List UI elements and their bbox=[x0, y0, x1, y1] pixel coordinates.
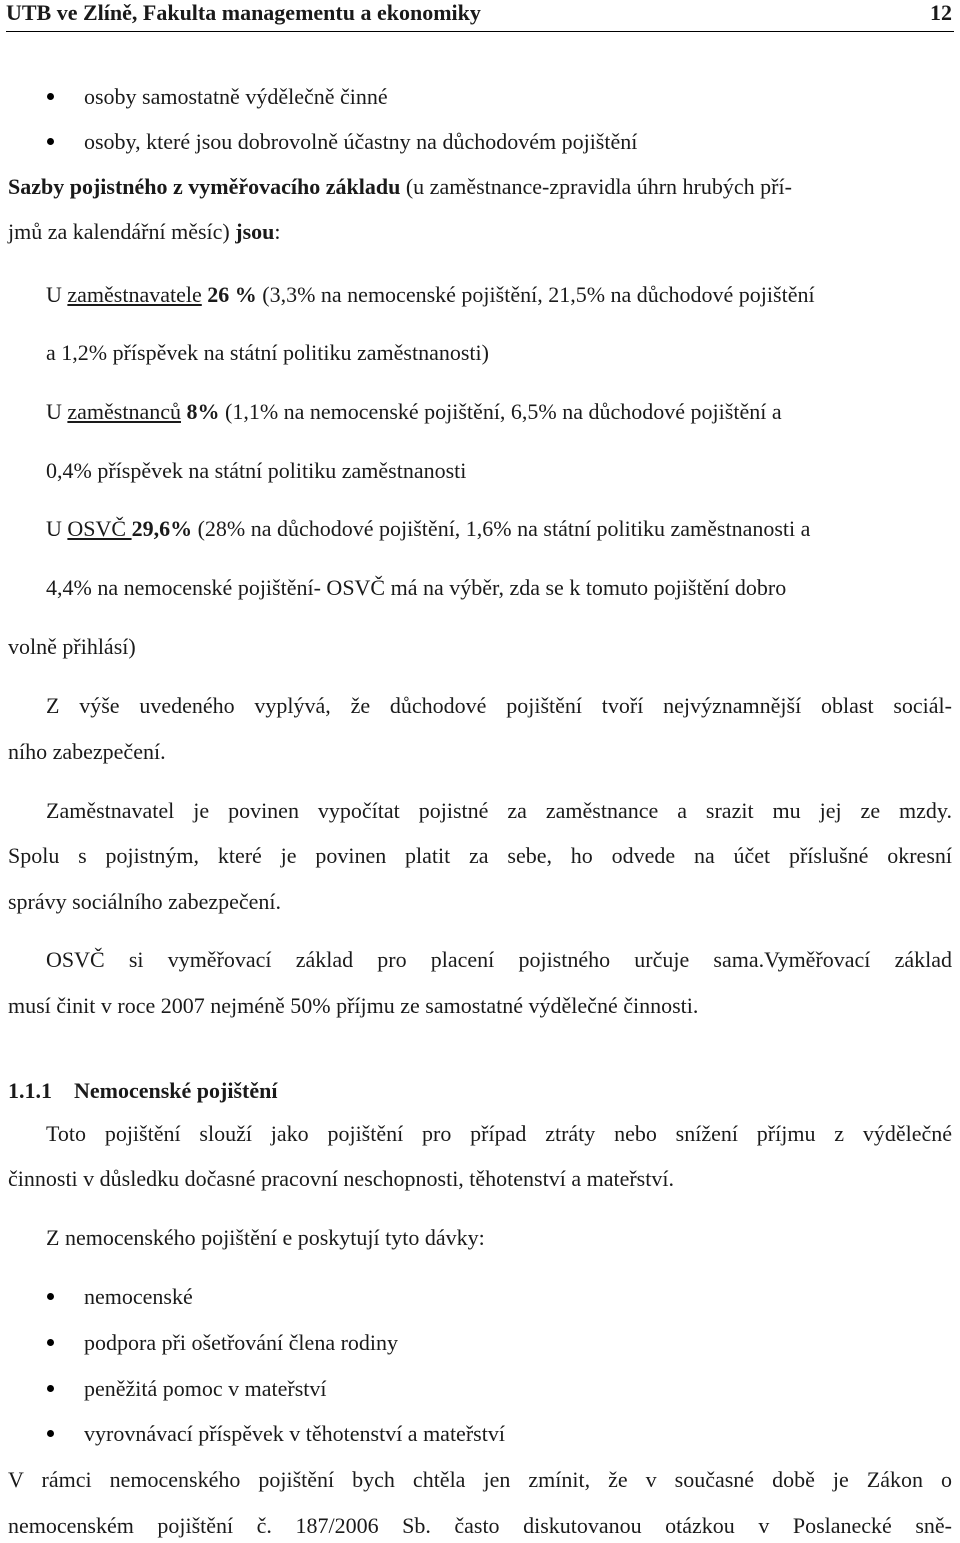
osvc-rate-line1: U OSVČ 29,6% (28% na důchodové pojištění, 1,6% na státní politiku zaměstnanosti a bbox=[46, 516, 811, 541]
rates-intro-line1: Sazby pojistného z vyměřovacího základu (u zaměstnance-zpravidla úhrn hrubých pří- bbox=[8, 174, 792, 199]
employer-rate-line2: a 1,2% příspěvek na státní politiku zaměstnanosti) bbox=[46, 340, 489, 365]
header-title: UTB ve Zlíně, Fakulta managementu a ekonomiky bbox=[6, 0, 481, 25]
rates-intro-line2: jmů za kalendářní měsíc) jsou: bbox=[8, 219, 281, 244]
osvc-base-line2: musí činit v roce 2007 nejméně 50% příjmu ze samostatné výdělečné činnosti. bbox=[8, 993, 699, 1018]
bullet-icon bbox=[47, 93, 54, 100]
law-line2: nemocenském pojištění č. 187/2006 Sb. často diskutovanou otázkou v Poslanecké sně- bbox=[8, 1513, 952, 1538]
section-number: 1.1.1 bbox=[8, 1078, 52, 1103]
osvc-rate-line3: volně přihlásí) bbox=[8, 634, 136, 659]
employer-rate: 26 % bbox=[201, 282, 257, 307]
list-item: osoby samostatně výdělečně činné bbox=[84, 84, 388, 109]
bullet-icon bbox=[47, 1339, 54, 1346]
list-item: vyrovnávací příspěvek v těhotenství a mateřství bbox=[84, 1421, 505, 1446]
summary-line2: ního zabezpečení. bbox=[8, 739, 166, 764]
bullet-icon bbox=[47, 1293, 54, 1300]
employee-rate-line1: U zaměstnanců 8% (1,1% na nemocenské pojištění, 6,5% na důchodové pojištění a bbox=[46, 399, 782, 424]
list-item: peněžitá pomoc v mateřství bbox=[84, 1376, 327, 1401]
employer-duty-line2: Spolu s pojistným, které je povinen platit za sebe, ho odvede na účet příslušné okresní bbox=[8, 843, 952, 868]
employee-rate-line2: 0,4% příspěvek na státní politiku zaměstnanosti bbox=[46, 458, 467, 483]
employer-duty-line1: Zaměstnavatel je povinen vypočítat pojistné za zaměstnance a srazit mu jej ze mzdy. bbox=[46, 798, 952, 823]
section-title: Nemocenské pojištění bbox=[74, 1078, 278, 1103]
header-divider bbox=[6, 31, 954, 32]
employer-duty-line3: správy sociálního zabezpečení. bbox=[8, 889, 282, 914]
employer-label: zaměstnavatele bbox=[67, 282, 202, 307]
list-item: podpora při ošetřování člena rodiny bbox=[84, 1330, 399, 1355]
list-item: nemocenské bbox=[84, 1284, 193, 1309]
rates-intro-bold: Sazby pojistného z vyměřovacího základu bbox=[8, 174, 401, 199]
osvc-base-line1: OSVČ si vyměřovací základ pro placení pojistného určuje sama.Vyměřovací základ bbox=[46, 947, 952, 972]
employer-rate-line1: U zaměstnavatele 26 % (3,3% na nemocenské pojištění, 21,5% na důchodové pojištění bbox=[46, 282, 815, 307]
osvc-rate: 29,6% bbox=[131, 516, 193, 541]
osvc-label: OSVČ bbox=[67, 516, 132, 541]
page-number: 12 bbox=[930, 0, 952, 25]
bullet-icon bbox=[47, 138, 54, 145]
osvc-rate-line2: 4,4% na nemocenské pojištění- OSVČ má na výběr, zda se k tomuto pojištění dobro bbox=[46, 575, 787, 600]
sickness-line2: činnosti v důsledku dočasné pracovní neschopnosti, těhotenství a mateřství. bbox=[8, 1166, 674, 1191]
bullet-icon bbox=[47, 1385, 54, 1392]
bullet-icon bbox=[47, 1430, 54, 1437]
employee-rate: 8% bbox=[181, 399, 220, 424]
section-heading bbox=[8, 1080, 277, 1102]
law-line1: V rámci nemocenského pojištění bych chtěla jen zmínit, že v současné době je Zákon o bbox=[8, 1467, 952, 1492]
sickness-line1: Toto pojištění slouží jako pojištění pro případ ztráty nebo snížení příjmu z výdělečné bbox=[46, 1121, 952, 1146]
list-item: osoby, které jsou dobrovolně účastny na důchodovém pojištění bbox=[84, 129, 638, 154]
employee-label: zaměstnanců bbox=[67, 399, 181, 424]
benefits-intro: Z nemocenského pojištění e poskytují tyto dávky: bbox=[46, 1225, 485, 1250]
summary-line1: Z výše uvedeného vyplývá, že důchodové pojištění tvoří nejvýznamnější oblast sociál- bbox=[46, 693, 952, 718]
